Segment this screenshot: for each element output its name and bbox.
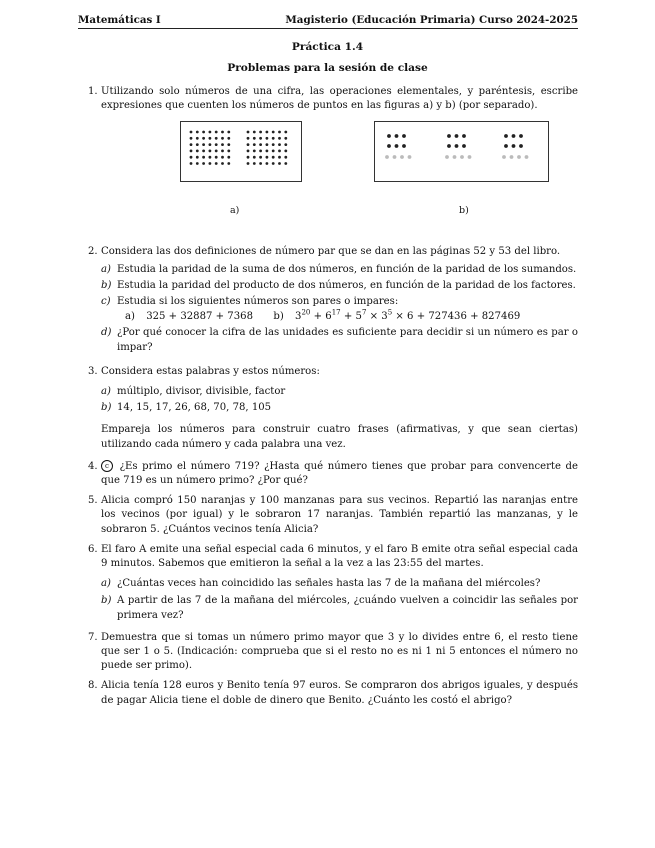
dot bbox=[209, 156, 212, 159]
dot bbox=[221, 144, 224, 147]
circled-c-icon: c bbox=[101, 460, 113, 472]
subitem-text: Estudia la paridad de la suma de dos números, en función de la paridad de los sumandos. bbox=[117, 263, 577, 275]
dot bbox=[215, 150, 218, 153]
dot bbox=[227, 163, 230, 166]
problem-text: Demuestra que si tomas un número primo mayor que 3 y lo divides entre 6, el resto tiene que ser 1 o 5. (Indicación: comprueba que si el resto no es ni 1 ni 5 entonces el número no puede ser primo). bbox=[101, 631, 578, 672]
dot bbox=[519, 145, 523, 149]
dot bbox=[259, 131, 262, 134]
dot bbox=[190, 150, 193, 153]
figure-a bbox=[180, 121, 302, 182]
dot bbox=[266, 131, 269, 134]
subitem-text: ¿Por qué conocer la cifra de las unidades es suficiente para decidir si un número es par o impar? bbox=[117, 327, 578, 353]
figure-a-caption: a) bbox=[230, 205, 240, 217]
dot bbox=[247, 137, 250, 140]
subitem-text: A partir de las 7 de la mañana del miércoles, ¿cuándo vuelven a coincidir las señales por primera vez? bbox=[117, 595, 578, 621]
header-course: Matemáticas I bbox=[78, 14, 161, 26]
dot bbox=[221, 137, 224, 140]
dot bbox=[196, 150, 199, 153]
header-program: Magisterio (Educación Primaria) Curso 2024-2025 bbox=[285, 14, 578, 26]
dot bbox=[447, 135, 451, 139]
dot bbox=[504, 145, 508, 149]
problem-number: 4. bbox=[88, 460, 98, 472]
dot bbox=[253, 156, 256, 159]
problem-number: 1. bbox=[88, 86, 98, 97]
subitem-label: a) bbox=[101, 263, 111, 275]
dot bbox=[202, 137, 205, 140]
dot bbox=[453, 156, 457, 160]
dot bbox=[278, 137, 281, 140]
page-subtitle: Problemas para la sesión de clase bbox=[227, 62, 428, 74]
dot bbox=[447, 145, 451, 149]
problem-text: Considera las dos definiciones de número par que se dan en las páginas 52 y 53 del libro. bbox=[101, 246, 561, 258]
dot bbox=[247, 156, 250, 159]
dot bbox=[462, 145, 466, 149]
dot bbox=[387, 145, 391, 149]
dot bbox=[385, 156, 389, 160]
dot bbox=[402, 135, 406, 139]
dot bbox=[266, 163, 269, 166]
problem-number: 6. bbox=[88, 543, 98, 555]
problem-4 bbox=[78, 460, 578, 488]
dot bbox=[209, 131, 212, 134]
subitem-c bbox=[101, 295, 578, 324]
subitem-label: c) bbox=[101, 296, 111, 308]
dot bbox=[284, 144, 287, 147]
dot bbox=[221, 156, 224, 159]
dot bbox=[259, 150, 262, 153]
dot bbox=[259, 137, 262, 140]
expr-a: 325 + 32887 + 7368 bbox=[146, 311, 253, 323]
dot bbox=[215, 137, 218, 140]
dot bbox=[215, 144, 218, 147]
dot bbox=[227, 144, 230, 147]
problem-3 bbox=[78, 365, 578, 452]
dot bbox=[227, 156, 230, 159]
dot bbox=[202, 163, 205, 166]
dot bbox=[284, 150, 287, 153]
subitem-text: Estudia la paridad del producto de dos números, en función de la paridad de los factores. bbox=[117, 279, 576, 291]
expr-b: $3^{20} + 6^{17} + 5^7 \times 3^5 \times 6 + 727436 + 827469$ bbox=[295, 308, 521, 323]
dot bbox=[247, 163, 250, 166]
dot bbox=[227, 131, 230, 134]
dot bbox=[460, 156, 464, 160]
dot bbox=[202, 150, 205, 153]
dot bbox=[284, 137, 287, 140]
dot bbox=[221, 163, 224, 166]
dot bbox=[510, 156, 514, 160]
dot bbox=[272, 150, 275, 153]
dot bbox=[259, 163, 262, 166]
problem-followup: Empareja los números para construir cuatro frases (afirmativas, y que sean ciertas) utilizando cada número y cada palabra una vez. bbox=[101, 424, 578, 450]
problem-7 bbox=[78, 631, 578, 674]
dot bbox=[190, 131, 193, 134]
subitem-b bbox=[101, 401, 578, 415]
figure-b bbox=[374, 121, 549, 182]
subitem-label: b) bbox=[101, 279, 112, 291]
dot bbox=[266, 150, 269, 153]
subitem-a bbox=[101, 577, 578, 591]
dot bbox=[504, 135, 508, 139]
subitem-text: 14, 15, 17, 26, 68, 70, 78, 105 bbox=[117, 402, 272, 414]
dot bbox=[247, 131, 250, 134]
problem-list bbox=[78, 85, 578, 708]
subitem-label: a) bbox=[101, 578, 111, 590]
dot bbox=[284, 131, 287, 134]
subitem-d bbox=[101, 326, 578, 354]
subitem-b bbox=[101, 279, 578, 293]
problem-1 bbox=[78, 85, 578, 219]
subitem-b bbox=[101, 594, 578, 622]
dot bbox=[278, 131, 281, 134]
dot bbox=[278, 144, 281, 147]
dot bbox=[215, 131, 218, 134]
dot bbox=[408, 156, 412, 160]
dot bbox=[221, 150, 224, 153]
problem-text: Alicia compró 150 naranjas y 100 manzanas para sus vecinos. Repartió las naranjas entre los vecinos (por igual) y le sobraron 17 naranjas. También repartió las manzanas, y le sobraron 5. ¿Cuántos vecinos tenía Alicia? bbox=[101, 495, 578, 535]
dot bbox=[284, 156, 287, 159]
dot bbox=[455, 135, 459, 139]
subitem-label: b) bbox=[101, 402, 112, 414]
dot bbox=[455, 145, 459, 149]
problem-text: Considera estas palabras y estos números: bbox=[101, 365, 320, 377]
problem-6 bbox=[78, 543, 578, 623]
dot bbox=[272, 156, 275, 159]
dot bbox=[190, 163, 193, 166]
subitem-a bbox=[101, 385, 578, 399]
dot bbox=[215, 163, 218, 166]
dot bbox=[266, 137, 269, 140]
dot-pattern-b bbox=[375, 122, 548, 181]
dot bbox=[209, 144, 212, 147]
subitem-label: d) bbox=[101, 327, 112, 339]
dot bbox=[202, 156, 205, 159]
problem-text: El faro A emite una señal especial cada 6 minutos, y el faro B emite otra señal especial cada 9 minutos. Sabemos que emitieron la señal a la vez a las 23:55 del martes. bbox=[101, 543, 578, 570]
dot bbox=[209, 137, 212, 140]
problem-number: 2. bbox=[88, 246, 98, 258]
dot bbox=[395, 145, 399, 149]
dot bbox=[253, 137, 256, 140]
dot bbox=[253, 144, 256, 147]
dot bbox=[468, 156, 472, 160]
dot bbox=[519, 135, 523, 139]
subitem-label: b) bbox=[101, 595, 112, 607]
page-title: Práctica 1.4 bbox=[291, 41, 364, 53]
dot bbox=[272, 163, 275, 166]
dot bbox=[278, 163, 281, 166]
dot bbox=[196, 131, 199, 134]
expr-a-label: a) bbox=[125, 311, 135, 323]
dot bbox=[202, 144, 205, 147]
dot bbox=[227, 137, 230, 140]
dot bbox=[402, 145, 406, 149]
problem-text: Alicia tenía 128 euros y Benito tenía 97 euros. Se compraron dos abrigos iguales, y después de pagar Alicia tiene el doble de dinero que Benito. ¿Cuánto les costó el abrigo? bbox=[101, 680, 578, 706]
subitem-text: Estudia si los siguientes números son pares o impares: bbox=[117, 296, 399, 308]
problem-text: ¿Es primo el número 719? ¿Hasta qué número tienes que probar para convencerte de que 719 es un número primo? ¿Por qué? bbox=[101, 460, 578, 487]
dot bbox=[512, 135, 516, 139]
dot bbox=[400, 156, 404, 160]
dot bbox=[445, 156, 449, 160]
figure-b-caption: b) bbox=[459, 205, 469, 217]
problem-5 bbox=[78, 494, 578, 537]
dot bbox=[266, 144, 269, 147]
dot bbox=[190, 156, 193, 159]
dot bbox=[253, 131, 256, 134]
dot bbox=[272, 144, 275, 147]
dot bbox=[517, 156, 521, 160]
dot bbox=[196, 156, 199, 159]
dot bbox=[278, 150, 281, 153]
dot bbox=[196, 163, 199, 166]
dot bbox=[272, 137, 275, 140]
dot bbox=[190, 137, 193, 140]
dot bbox=[259, 156, 262, 159]
expression-row bbox=[117, 310, 578, 324]
figures bbox=[101, 121, 578, 219]
dot bbox=[247, 150, 250, 153]
dot bbox=[227, 150, 230, 153]
problem-number: 5. bbox=[88, 495, 98, 507]
dot bbox=[196, 144, 199, 147]
dot bbox=[284, 163, 287, 166]
subitem-text: ¿Cuántas veces han coincidido las señales hasta las 7 de la mañana del miércoles? bbox=[117, 578, 541, 590]
page-header bbox=[78, 14, 578, 29]
dot bbox=[253, 163, 256, 166]
dot bbox=[209, 150, 212, 153]
expr-b-label: b) bbox=[273, 311, 284, 323]
dot bbox=[266, 156, 269, 159]
dot bbox=[525, 156, 529, 160]
dot bbox=[202, 131, 205, 134]
problem-number: 7. bbox=[88, 631, 98, 643]
dot bbox=[196, 137, 199, 140]
dot bbox=[512, 145, 516, 149]
dot bbox=[272, 131, 275, 134]
dot bbox=[247, 144, 250, 147]
dot bbox=[253, 150, 256, 153]
dot bbox=[462, 135, 466, 139]
dot-pattern-a bbox=[181, 122, 301, 181]
subitem-a bbox=[101, 263, 578, 277]
dot bbox=[393, 156, 397, 160]
dot bbox=[215, 156, 218, 159]
subitem-label: a) bbox=[101, 386, 111, 398]
problem-number: 3. bbox=[88, 365, 98, 377]
dot bbox=[395, 135, 399, 139]
dot bbox=[209, 163, 212, 166]
problem-2 bbox=[78, 245, 578, 354]
problem-text: Utilizando solo números de una cifra, las operaciones elementales, y paréntesis, escribe expresiones que cuenten los números de puntos en las figuras a) y b) (por separado). bbox=[101, 86, 578, 112]
dot bbox=[387, 135, 391, 139]
dot bbox=[190, 144, 193, 147]
dot bbox=[221, 131, 224, 134]
dot bbox=[502, 156, 506, 160]
problem-number: 8. bbox=[88, 680, 98, 692]
dot bbox=[259, 144, 262, 147]
problem-8 bbox=[78, 679, 578, 707]
dot bbox=[278, 156, 281, 159]
subitem-text: múltiplo, divisor, divisible, factor bbox=[117, 386, 286, 398]
